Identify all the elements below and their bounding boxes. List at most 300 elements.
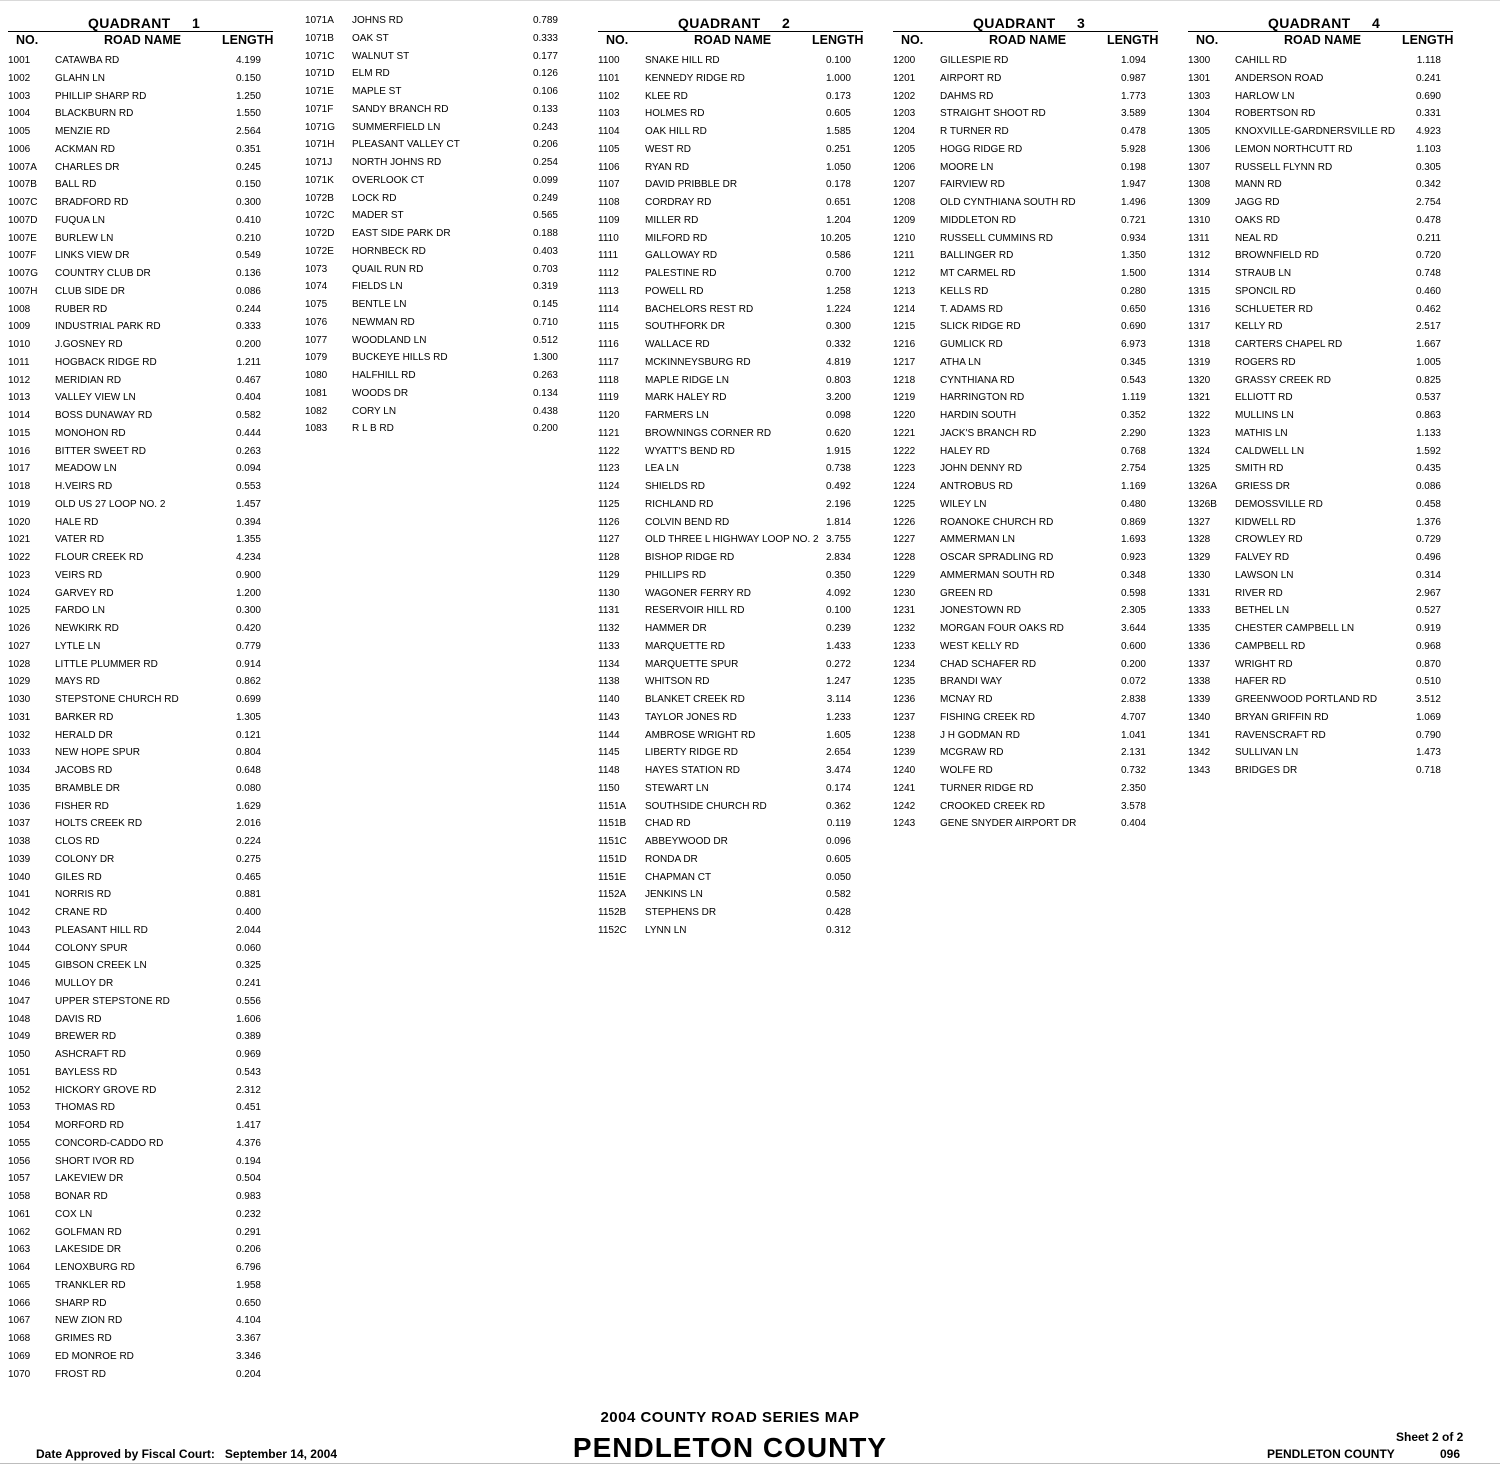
road-number: 1110 (598, 232, 619, 244)
road-number: 1017 (8, 463, 31, 475)
road-name: BOSS DUNAWAY RD (55, 410, 153, 421)
table-row (8, 1330, 273, 1348)
road-name: JONESTOWN RD (940, 605, 1021, 617)
table-row (1188, 531, 1453, 549)
road-number: 1009 (8, 321, 31, 333)
road-number: 1145 (598, 747, 620, 759)
road-length: 2.312 (235, 1084, 261, 1096)
road-number: 1217 (893, 356, 916, 368)
table-row (598, 620, 863, 638)
road-name: RESERVOIR HILL RD (645, 605, 745, 617)
road-name: FISHER RD (55, 800, 109, 812)
table-row (1188, 70, 1453, 88)
table-row (598, 869, 863, 887)
road-length: 1.050 (825, 161, 851, 173)
road-length: 0.699 (235, 694, 261, 705)
road-length: 6.973 (1120, 339, 1146, 350)
road-number: 1201 (893, 72, 916, 84)
road-name: CARTERS CHAPEL RD (1235, 339, 1343, 350)
road-number: 1041 (8, 889, 31, 901)
table-row (598, 123, 863, 141)
road-length: 0.721 (1120, 214, 1146, 226)
column-header-road-name: ROAD NAME (104, 33, 182, 47)
road-name: FROST RD (55, 1368, 106, 1380)
road-length: 1.457 (235, 498, 261, 510)
road-name: HALEY RD (940, 445, 990, 457)
road-name: MAPLE RIDGE LN (645, 374, 729, 386)
road-number: 1022 (8, 552, 31, 563)
table-row (893, 70, 1158, 88)
road-name: BITTER SWEET RD (55, 445, 146, 457)
road-length: 0.121 (235, 729, 261, 741)
table-row (598, 549, 863, 567)
road-length: 0.394 (235, 516, 261, 528)
road-number: 1206 (893, 161, 916, 173)
table-row (1188, 567, 1453, 585)
road-name: BUCKEYE HILLS RD (352, 352, 448, 364)
road-number: 1007E (8, 232, 37, 244)
road-name: MT CARMEL RD (940, 268, 1016, 279)
table-row (8, 1064, 273, 1082)
road-length: 0.241 (1415, 72, 1441, 84)
road-number: 1121 (598, 427, 620, 439)
table-row (8, 780, 273, 798)
table-row (598, 230, 863, 248)
road-length: 0.312 (825, 924, 851, 936)
road-number: 1031 (8, 711, 31, 723)
road-length: 1.094 (1120, 55, 1146, 66)
road-length: 0.968 (1415, 640, 1441, 652)
road-name: FISHING CREEK RD (940, 711, 1036, 723)
road-length: 0.403 (532, 245, 558, 257)
road-length: 1.247 (825, 676, 851, 688)
road-number: 1312 (1188, 250, 1211, 262)
road-name: BAYLESS RD (55, 1066, 118, 1078)
table-row (8, 460, 273, 478)
road-length: 1.592 (1415, 445, 1441, 457)
road-name: COLVIN BEND RD (645, 516, 730, 528)
road-length: 0.732 (1120, 765, 1146, 776)
table-row (305, 207, 570, 225)
road-name: NEWMAN RD (352, 316, 415, 328)
road-length: 1.200 (235, 587, 261, 599)
table-row (305, 296, 570, 314)
table-row (8, 1153, 273, 1171)
road-number: 1056 (8, 1155, 31, 1167)
table-row (1188, 638, 1453, 656)
road-length: 0.549 (235, 250, 261, 262)
table-row (305, 243, 570, 261)
road-name: JACK'S BRANCH RD (940, 427, 1037, 439)
road-length: 0.492 (825, 481, 851, 492)
road-length: 0.444 (235, 427, 261, 439)
road-name: LINKS VIEW DR (55, 250, 130, 262)
quadrant-label: QUADRANT (973, 15, 1056, 31)
road-length: 1.693 (1120, 534, 1146, 546)
road-number: 1111 (598, 250, 619, 262)
road-name: CORDRAY RD (645, 197, 712, 208)
road-length: 2.754 (1120, 463, 1146, 475)
road-number: 1012 (8, 374, 31, 386)
road-name: MULLINS LN (1235, 410, 1294, 421)
road-number: 1336 (1188, 640, 1211, 652)
road-name: GLAHN LN (55, 72, 106, 84)
road-length: 2.754 (1415, 197, 1441, 208)
road-name: COLONY SPUR (55, 942, 128, 954)
road-number: 1305 (1188, 126, 1211, 137)
road-name: HAMMER DR (645, 623, 707, 634)
road-name: TURNER RIDGE RD (940, 782, 1034, 794)
road-name: GREENWOOD PORTLAND RD (1235, 694, 1378, 705)
table-row (893, 531, 1158, 549)
road-number: 1014 (8, 410, 31, 421)
road-length: 0.804 (235, 747, 261, 759)
road-length: 0.710 (532, 316, 558, 328)
table-row (8, 336, 273, 354)
table-row (1188, 194, 1453, 212)
road-number: 1083 (305, 423, 328, 435)
road-number: 1063 (8, 1244, 31, 1256)
road-length: 0.690 (1120, 321, 1146, 333)
road-name: CRANE RD (55, 907, 108, 918)
road-name: LITTLE PLUMMER RD (55, 658, 158, 670)
table-row (893, 815, 1158, 833)
road-length: 1.211 (236, 356, 261, 368)
road-name: GILLESPIE RD (940, 55, 1009, 66)
road-length: 2.196 (825, 498, 851, 510)
road-length: 4.234 (235, 552, 261, 563)
table-row (1188, 460, 1453, 478)
road-name: BRAMBLE DR (55, 782, 121, 794)
column-header-no: NO. (16, 33, 39, 47)
road-name: WALNUT ST (352, 50, 410, 62)
road-number: 1118 (598, 374, 619, 386)
road-name: INDUSTRIAL PARK RD (55, 321, 161, 333)
road-length: 0.136 (235, 268, 261, 279)
road-name: CHAPMAN CT (645, 871, 712, 883)
road-length: 3.644 (1120, 623, 1146, 634)
road-length: 2.517 (1415, 321, 1441, 333)
table-row (893, 336, 1158, 354)
table-row (8, 851, 273, 869)
road-name: VATER RD (55, 534, 105, 546)
series-title: 2004 COUNTY ROAD SERIES MAP (600, 1409, 860, 1426)
road-number: 1007G (8, 268, 39, 279)
road-length: 0.345 (1120, 356, 1146, 368)
approval-date: September 14, 2004 (224, 1447, 337, 1461)
road-number: 1128 (598, 552, 620, 563)
table-row (8, 1082, 273, 1100)
table-row (8, 531, 273, 549)
road-length: 1.376 (1415, 516, 1441, 528)
road-name: AMBROSE WRIGHT RD (645, 729, 756, 741)
road-number: 1105 (598, 143, 620, 155)
column-header-no: NO. (606, 33, 629, 47)
road-name: POWELL RD (645, 285, 704, 297)
approval-line (36, 1447, 337, 1461)
table-row (8, 798, 273, 816)
road-name: SCHLUETER RD (1235, 303, 1313, 315)
road-number: 1325 (1188, 463, 1211, 475)
road-length: 0.178 (825, 179, 851, 191)
road-number: 1071F (305, 103, 334, 115)
road-number: 1071A (305, 15, 334, 26)
road-length: 1.958 (235, 1279, 261, 1291)
road-length: 0.983 (235, 1191, 261, 1202)
table-row (598, 478, 863, 496)
road-number: 1324 (1188, 445, 1211, 457)
table-row (598, 833, 863, 851)
road-name: WEST KELLY RD (940, 640, 1019, 652)
road-name: WAGONER FERRY RD (645, 587, 751, 599)
road-length: 0.060 (235, 942, 261, 954)
table-row (8, 1099, 273, 1117)
table-row (598, 283, 863, 301)
table-row (893, 727, 1158, 745)
quadrant-1-table (8, 12, 273, 1383)
road-name: BONAR RD (55, 1191, 108, 1202)
road-number: 1209 (893, 214, 916, 226)
road-name: HERALD DR (55, 729, 113, 741)
road-name: CAMPBELL RD (1235, 640, 1306, 652)
road-number: 1321 (1188, 392, 1211, 404)
road-length: 0.582 (825, 889, 851, 901)
road-length: 0.050 (825, 871, 851, 883)
road-number: 1075 (305, 299, 328, 310)
road-name: BREWER RD (55, 1031, 117, 1043)
road-number: 1028 (8, 658, 31, 670)
road-name: KELLY RD (1235, 321, 1283, 333)
road-length: 1.550 (235, 108, 261, 120)
road-length: 0.748 (1415, 268, 1441, 279)
road-name: NEAL RD (1235, 232, 1278, 244)
road-length: 0.272 (825, 658, 851, 670)
road-length: 4.923 (1415, 126, 1441, 137)
road-length: 0.200 (1120, 658, 1146, 670)
table-row (598, 247, 863, 265)
road-name: OAKS RD (1235, 214, 1281, 226)
road-name: SHIELDS RD (645, 481, 706, 492)
table-row (8, 1135, 273, 1153)
road-number: 1007C (8, 197, 38, 208)
road-number: 1072C (305, 210, 335, 222)
road-number: 1216 (893, 339, 916, 350)
road-name: COUNTRY CLUB DR (55, 268, 151, 279)
road-number: 1134 (598, 658, 620, 670)
road-number: 1219 (893, 392, 916, 404)
road-number: 1071J (305, 157, 333, 168)
road-length: 3.589 (1120, 108, 1146, 120)
table-row (8, 1277, 273, 1295)
road-name: MCNAY RD (940, 694, 993, 705)
table-row (598, 301, 863, 319)
table-row (8, 691, 273, 709)
table-row (893, 389, 1158, 407)
road-number: 1342 (1188, 747, 1211, 759)
road-length: 0.098 (825, 410, 851, 421)
road-name: MONOHON RD (55, 427, 126, 439)
road-number: 1106 (598, 161, 620, 173)
table-row (598, 709, 863, 727)
table-row (1188, 212, 1453, 230)
road-name: GRIMES RD (55, 1333, 112, 1344)
table-row (1188, 354, 1453, 372)
road-length: 0.119 (826, 818, 851, 830)
road-length: 0.718 (1415, 765, 1441, 776)
table-row (598, 336, 863, 354)
road-name: NEW HOPE SPUR (55, 747, 141, 759)
road-name: DAVID PRIBBLE DR (645, 179, 738, 191)
table-row (1188, 496, 1453, 514)
table-row (8, 1046, 273, 1064)
road-number: 1072B (305, 192, 334, 204)
road-length: 1.250 (235, 90, 261, 102)
road-length: 0.245 (235, 161, 261, 173)
quadrant-3-table (893, 12, 1158, 833)
road-length: 2.838 (1120, 694, 1146, 705)
road-length: 0.319 (532, 281, 558, 293)
road-length: 1.069 (1415, 711, 1441, 723)
table-row (8, 886, 273, 904)
road-number: 1211 (893, 250, 915, 262)
road-number: 1047 (8, 995, 31, 1007)
road-length: 3.200 (825, 392, 851, 404)
road-length: 0.251 (825, 143, 851, 155)
road-number: 1035 (8, 782, 31, 794)
road-number: 1043 (8, 924, 31, 936)
road-name: JENKINS LN (645, 889, 703, 901)
road-number: 1008 (8, 303, 31, 315)
road-length: 0.620 (825, 427, 851, 439)
table-row (598, 70, 863, 88)
road-length: 1.103 (1415, 143, 1441, 155)
table-row (305, 83, 570, 101)
table-row (598, 531, 863, 549)
road-number: 1229 (893, 569, 916, 581)
road-name: PHILLIP SHARP RD (55, 90, 147, 102)
road-length: 0.134 (532, 387, 558, 399)
road-length: 0.145 (532, 299, 558, 310)
road-name: T. ADAMS RD (940, 303, 1003, 315)
road-length: 1.500 (1120, 268, 1146, 279)
column-header-length: LENGTH (222, 33, 274, 47)
road-name: MENZIE RD (55, 126, 110, 137)
road-length: 0.779 (235, 640, 261, 652)
road-length: 0.362 (825, 800, 851, 812)
road-number: 1126 (598, 516, 620, 528)
table-row (8, 656, 273, 674)
road-length: 0.094 (235, 463, 261, 475)
table-row (598, 585, 863, 603)
table-row (305, 65, 570, 83)
table-row (893, 638, 1158, 656)
table-row (8, 247, 273, 265)
table-row (893, 159, 1158, 177)
road-number: 1108 (598, 197, 620, 208)
road-length: 3.755 (825, 534, 851, 546)
road-name: MADER ST (352, 210, 404, 222)
table-row (8, 283, 273, 301)
road-number: 1071G (305, 121, 336, 133)
road-number: 1151A (598, 800, 627, 812)
table-row (305, 278, 570, 296)
quadrant-label: QUADRANT (678, 15, 761, 31)
table-row (8, 123, 273, 141)
road-number: 1003 (8, 90, 31, 102)
road-name: WOODLAND LN (352, 334, 427, 346)
road-name: LENOXBURG RD (55, 1262, 136, 1273)
road-length: 1.300 (532, 352, 558, 364)
road-length: 0.863 (1415, 410, 1441, 421)
road-name: MOORE LN (940, 161, 994, 173)
table-row (893, 673, 1158, 691)
table-row (598, 762, 863, 780)
road-number: 1013 (8, 392, 31, 404)
table-row (8, 212, 273, 230)
table-row (305, 119, 570, 137)
road-length: 0.263 (235, 445, 261, 457)
table-row (8, 496, 273, 514)
road-number: 1102 (598, 90, 620, 102)
road-length: 0.086 (1415, 481, 1441, 492)
table-row (8, 833, 273, 851)
road-name: BARKER RD (55, 711, 114, 723)
road-length: 1.417 (235, 1120, 261, 1131)
road-name: RONDA DR (645, 853, 698, 865)
road-name: MORGAN FOUR OAKS RD (940, 623, 1064, 634)
road-name: CALDWELL LN (1235, 445, 1305, 457)
road-name: SLICK RIDGE RD (940, 321, 1021, 333)
road-length: 0.462 (1415, 303, 1441, 315)
road-name: R TURNER RD (940, 126, 1009, 137)
road-number: 1007B (8, 179, 37, 191)
table-row (893, 301, 1158, 319)
road-number: 1328 (1188, 534, 1211, 546)
road-number: 1053 (8, 1102, 31, 1114)
road-number: 1227 (893, 534, 916, 546)
table-row (8, 514, 273, 532)
table-row (893, 567, 1158, 585)
road-number: 1326B (1188, 498, 1217, 510)
road-length: 2.834 (825, 552, 851, 563)
road-length: 3.114 (826, 694, 851, 705)
road-number: 1327 (1188, 516, 1211, 528)
road-name: LAKEVIEW DR (55, 1173, 124, 1185)
table-row (8, 301, 273, 319)
road-name: GUMLICK RD (940, 339, 1003, 350)
road-name: RICHLAND RD (645, 498, 714, 510)
table-row (1188, 336, 1453, 354)
road-name: BLANKET CREEK RD (645, 694, 745, 705)
table-row (8, 762, 273, 780)
road-length: 0.254 (532, 157, 558, 168)
road-length: 2.016 (235, 818, 261, 830)
road-number: 1337 (1188, 658, 1211, 670)
road-number: 1049 (8, 1031, 31, 1043)
road-number: 1204 (893, 126, 916, 137)
road-number: 1241 (893, 782, 916, 794)
table-row (8, 354, 273, 372)
road-name: JACOBS RD (55, 765, 113, 776)
table-row (1188, 141, 1453, 159)
road-name: WYATT'S BEND RD (645, 445, 735, 457)
road-length: 0.650 (1120, 303, 1146, 315)
table-row (1188, 265, 1453, 283)
road-number: 1238 (893, 729, 916, 741)
road-number: 1024 (8, 587, 31, 599)
road-number: 1230 (893, 587, 916, 599)
road-name: SOUTHFORK DR (645, 321, 725, 333)
